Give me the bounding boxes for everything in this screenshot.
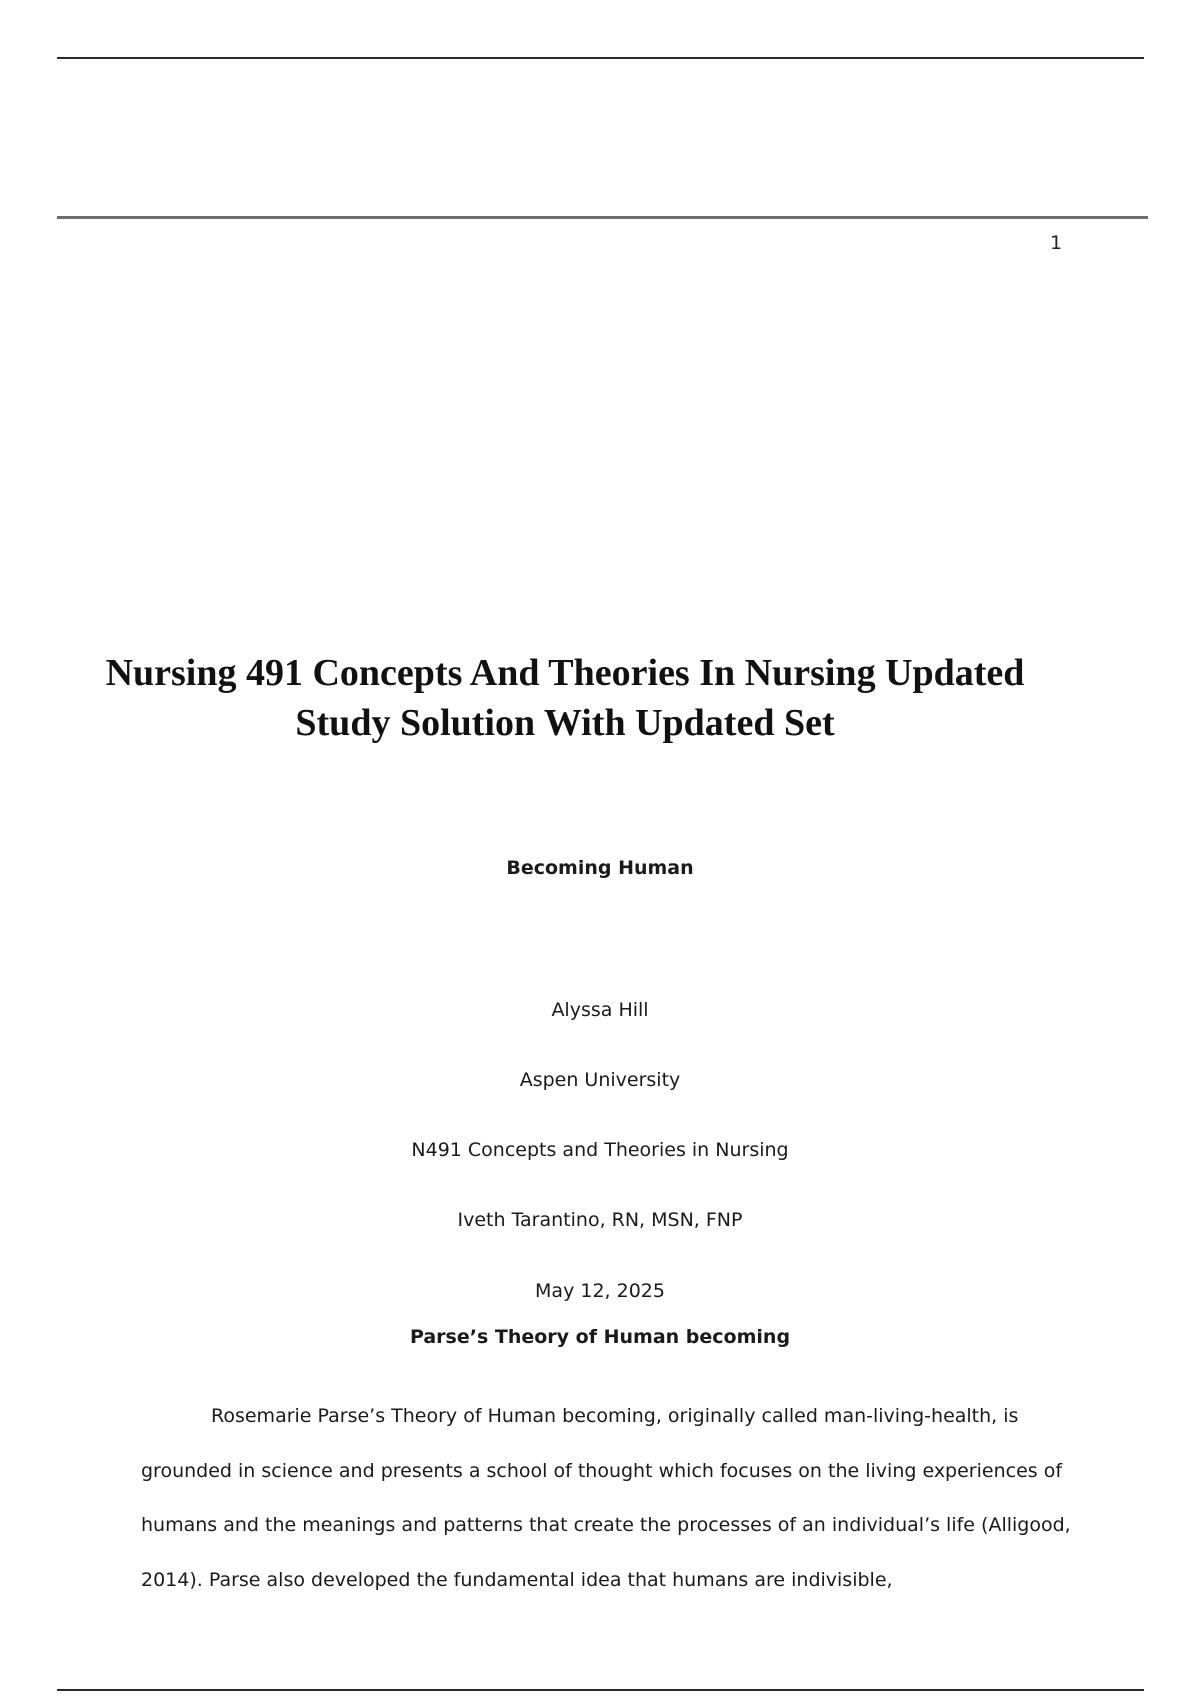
- instructor-name: Iveth Tarantino, RN, MSN, FNP: [457, 1209, 743, 1231]
- bottom-divider: [57, 1689, 1144, 1691]
- body-paragraph: Rosemarie Parse’s Theory of Human becoming, originally called man-living-health, is grounded in science and presents a school of thought which focuses on the living experiences of humans and the meanings and patterns that create the processes of an individual’s life (Alligood, 2014). Parse also developed the fundamental idea that humans are indivisible,: [141, 1405, 1071, 1591]
- course-name: N491 Concepts and Theories in Nursing: [411, 1139, 789, 1161]
- paper-title: Becoming Human: [506, 857, 694, 879]
- submission-date: May 12, 2025: [535, 1280, 665, 1302]
- page-number: 1: [1050, 232, 1063, 254]
- page-header-divider: [57, 216, 1148, 219]
- section-heading: Parse’s Theory of Human becoming: [409, 1326, 791, 1348]
- top-divider: [57, 57, 1144, 59]
- document-title: Nursing 491 Concepts And Theories In Nursing Updated Study Solution With Updated Set: [105, 652, 1025, 744]
- institution-name: Aspen University: [519, 1069, 681, 1091]
- author-name: Alyssa Hill: [551, 999, 649, 1021]
